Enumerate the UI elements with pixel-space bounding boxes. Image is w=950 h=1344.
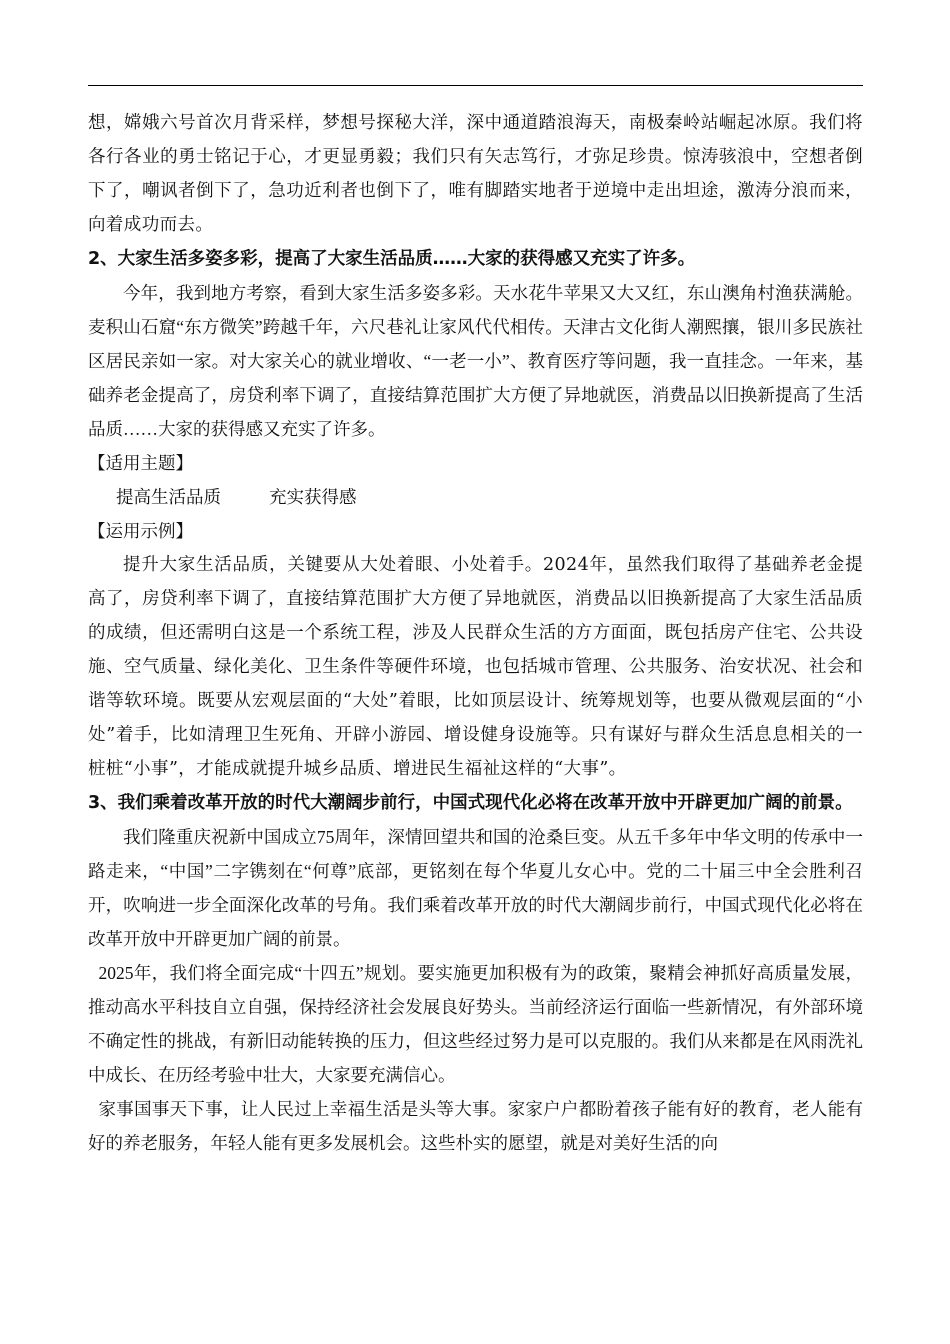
theme-item: 提高生活品质 (116, 487, 221, 507)
example-paragraph: 提升大家生活品质，关键要从大处着眼、小处着手。2024年，虽然我们取得了基础养老金提高了，房贷利率下调了，直接结算范围扩大方便了异地就医，消费品以旧换新提高了大家生活品质的成绩，但还需明白这是一个系统工程，涉及人民群众生活的方方面面，既包括房产住宅、公共设施、空气质量、绿化美化、卫生条件等硬件环境，也包括城市管理、公共服务、治安状况、社会和谐等软环境。既要从宏观层面的“大处”着眼，比如顶层设计、统筹规划等，也要从微观层面的“小处”着手，比如清理卫生死角、开辟小游园、增设健身设施等。只有谋好与群众生活息息相关的一桩桩“小事”，才能成就提升城乡品质、增进民生福祉这样的“大事”。 (88, 555, 863, 779)
themes-list (88, 480, 863, 514)
continuation-paragraph: 想，嫦娥六号首次月背采样，梦想号探秘大洋，深中通道踏浪海天，南极秦岭站崛起冰原。我们将各行各业的勇士铭记于心，才更显勇毅；我们只有矢志笃行，才弥足珍贵。惊涛骇浪中，空想者倒下了，嘲讽者倒下了，急功近利者也倒下了，唯有脚踏实地者于逆境中走出坦途，激涛分浪而来，向着成功而去。 (88, 113, 863, 235)
section-2-heading: 2、大家生活多姿多彩，提高了大家生活品质……大家的获得感又充实了许多。 (88, 249, 696, 269)
section-3-paragraph-3: 家事国事天下事，让人民过上幸福生活是头等大事。家家户户都盼着孩子能有好的教育，老人能有好的养老服务，年轻人能有更多发展机会。这些朴实的愿望，就是对美好生活的向 (88, 1099, 863, 1153)
section-2-quote: 今年，我到地方考察，看到大家生活多姿多彩。天水花牛苹果又大又红，东山澳角村渔获满舱。麦积山石窟“东方微笑”跨越千年，六尺巷礼让家风代代相传。天津古文化街人潮熙攘，银川多民族社区居民亲如一家。对大家关心的就业增收、“一老一小”、教育医疗等问题，我一直挂念。一年来，基础养老金提高了，房贷利率下调了，直接结算范围扩大方便了异地就医，消费品以旧换新提高了生活品质……大家的获得感又充实了许多。 (88, 283, 863, 439)
example-label: 【运用示例】 (88, 521, 193, 541)
document-body (88, 106, 863, 1160)
theme-item: 充实获得感 (269, 487, 357, 507)
section-3-heading: 3、我们乘着改革开放的时代大潮阔步前行，中国式现代化必将在改革开放中开辟更加广阔的前景。 (88, 793, 853, 813)
themes-label: 【适用主题】 (88, 453, 193, 473)
section-3-paragraph-2: 2025年，我们将全面完成“十四五”规划。要实施更加积极有为的政策，聚精会神抓好高质量发展，推动高水平科技自立自强，保持经济社会发展良好势头。当前经济运行面临一些新情况，有外部环境不确定性的挑战，有新旧动能转换的压力，但这些经过努力是可以克服的。我们从来都是在风雨洗礼中成长、在历经考验中壮大，大家要充满信心。 (88, 963, 863, 1085)
section-3-paragraph-1: 我们隆重庆祝新中国成立75周年，深情回望共和国的沧桑巨变。从五千多年中华文明的传承中一路走来，“中国”二字镌刻在“何尊”底部，更铭刻在每个华夏儿女心中。党的二十届三中全会胜利召开，吹响进一步全面深化改革的号角。我们乘着改革开放的时代大潮阔步前行，中国式现代化必将在改革开放中开辟更加广阔的前景。 (88, 827, 863, 949)
header-rule (88, 85, 863, 86)
